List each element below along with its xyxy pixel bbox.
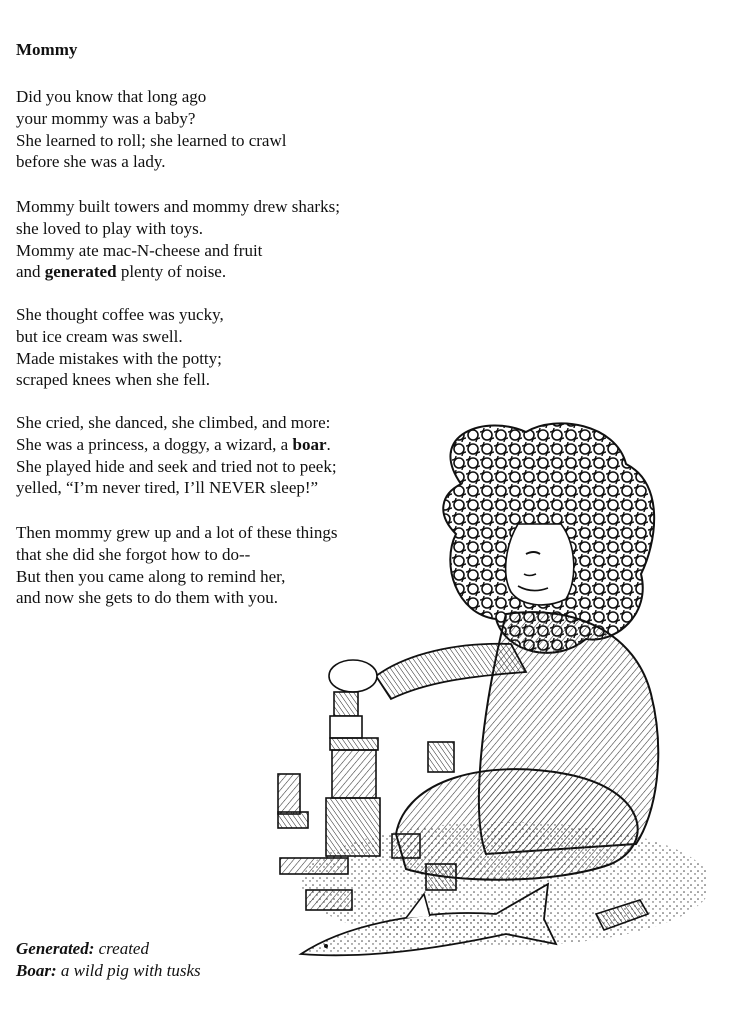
glossary-entry-boar: Boar: a wild pig with tusks <box>16 960 201 980</box>
poem-title: Mommy <box>16 40 78 59</box>
poem-line: she loved to play with toys. <box>16 218 203 238</box>
poem-line: before she was a lady. <box>16 152 166 172</box>
vocab-word-boar: boar <box>292 434 327 454</box>
poem-line: But then you came along to remind her, <box>16 566 286 586</box>
poem-line: but ice cream was swell. <box>16 326 183 346</box>
glossary <box>16 938 201 982</box>
poem-line: She cried, she danced, she climbed, and more: <box>16 413 331 432</box>
poem-line: Mommy built towers and mommy drew sharks; <box>16 197 340 216</box>
poem-line: She learned to roll; she learned to crawl <box>16 130 287 150</box>
poem-line: that she did she forgot how to do-- <box>16 544 251 564</box>
poem-line: Mommy ate mac-N-cheese and fruit <box>16 240 263 260</box>
poem-line: She played hide and seek and tried not to peek; <box>16 456 337 476</box>
poem-line: She was a princess, a doggy, a wizard, a boar. <box>16 434 331 454</box>
poem-line: Did you know that long ago <box>16 87 207 106</box>
poem-line: scraped knees when she fell. <box>16 370 211 390</box>
poem-stanza-3 <box>16 304 224 391</box>
glossary-entry-generated: Generated: created <box>16 939 149 958</box>
child-building-blocks-illustration <box>256 414 708 994</box>
face <box>506 524 574 605</box>
poem-stanza-1 <box>16 86 286 173</box>
poem-line: yelled, “I’m never tired, I’ll NEVER sleep!” <box>16 478 319 498</box>
poem-line: Then mommy grew up and a lot of these things <box>16 523 338 542</box>
poem-stanza-2 <box>16 196 340 283</box>
poem-line: She thought coffee was yucky, <box>16 305 224 324</box>
block-tower <box>326 692 380 856</box>
crossed-legs <box>396 769 638 880</box>
poem-line: and generated plenty of noise. <box>16 262 227 282</box>
hand <box>329 660 377 692</box>
poem-line: Made mistakes with the potty; <box>16 348 222 368</box>
poem-line: your mommy was a baby? <box>16 108 196 128</box>
poem-line: and now she gets to do them with you. <box>16 588 279 608</box>
vocab-word-generated: generated <box>44 262 117 282</box>
